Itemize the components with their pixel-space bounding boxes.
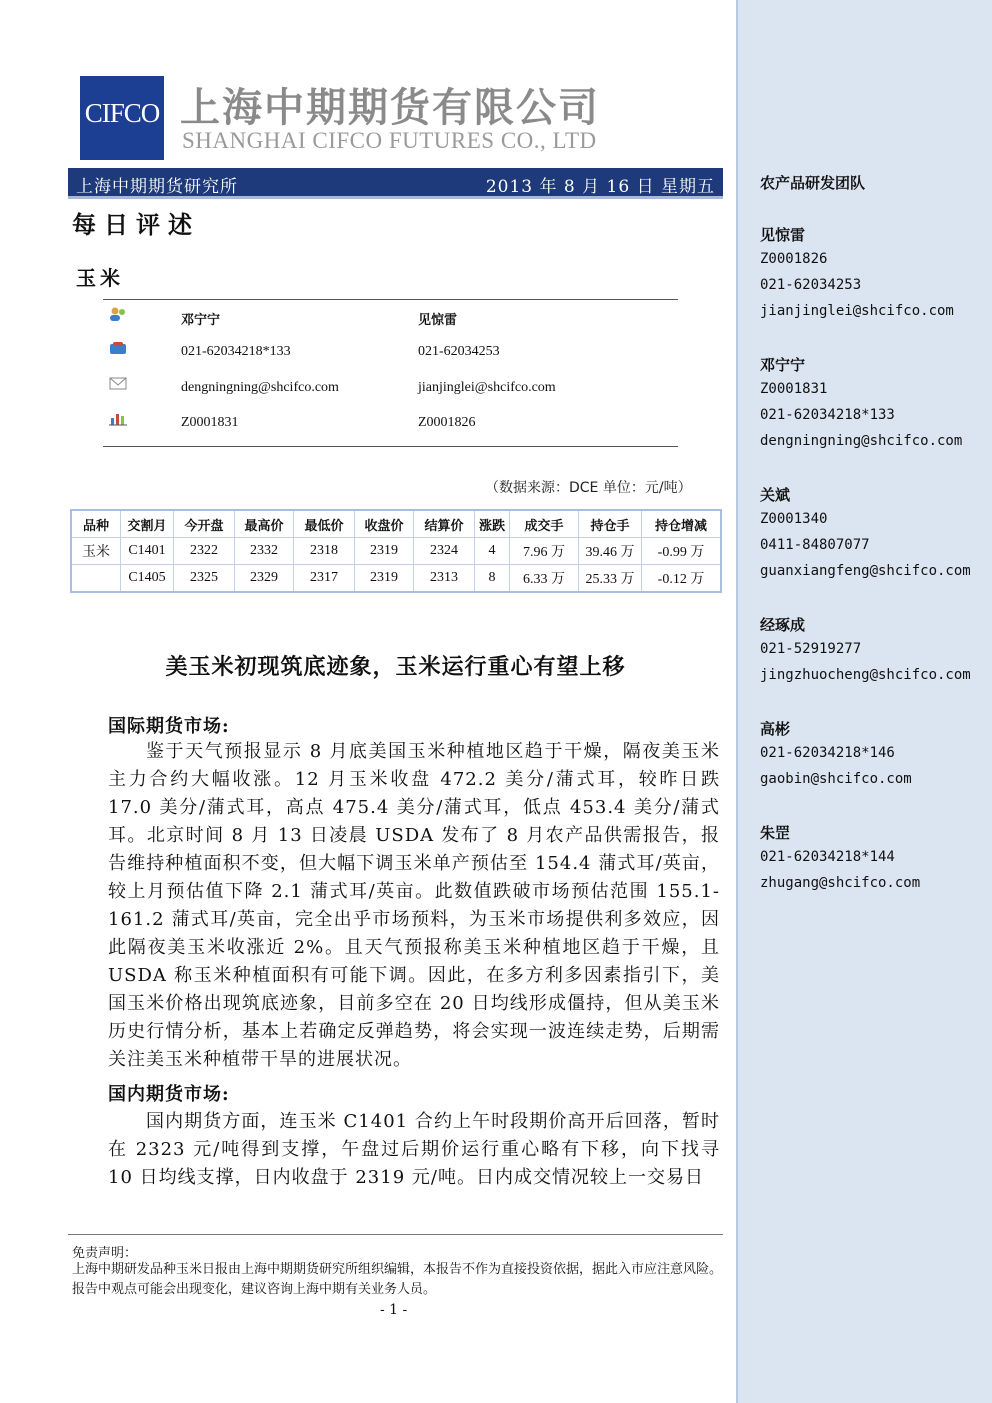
col-header: 结算价 xyxy=(414,510,475,538)
member-email[interactable]: guanxiangfeng@shcifco.com xyxy=(760,563,971,579)
col-header: 最高价 xyxy=(235,510,294,538)
member-phone: 0411-84807077 xyxy=(760,537,870,553)
member-license: Z0001831 xyxy=(760,381,828,397)
table-cell: 2319 xyxy=(355,565,414,593)
col-header: 成交手 xyxy=(510,510,579,538)
table-cell: -0.12 万 xyxy=(642,565,722,593)
analyst-left-license: Z0001831 xyxy=(181,415,239,430)
disclaimer-heading: 免责声明： xyxy=(72,1246,138,1261)
col-header: 涨跌 xyxy=(475,510,510,538)
header-org: 上海中期期货研究所 xyxy=(76,177,238,197)
col-header: 持仓手 xyxy=(579,510,642,538)
footer-divider xyxy=(68,1234,723,1235)
analyst-contact-box xyxy=(103,299,678,447)
member-name: 邓宁宁 xyxy=(760,356,806,374)
table-cell: 4 xyxy=(475,538,510,565)
analyst-left-email[interactable]: dengningning@shcifco.com xyxy=(181,380,339,395)
col-header: 收盘价 xyxy=(355,510,414,538)
member-email[interactable]: dengningning@shcifco.com xyxy=(760,433,963,449)
table-cell: 2332 xyxy=(235,538,294,565)
member-email[interactable]: gaobin@shcifco.com xyxy=(760,771,912,787)
table-cell xyxy=(71,565,121,593)
table-cell: 2324 xyxy=(414,538,475,565)
page-number: - 1 - xyxy=(380,1302,408,1318)
table-cell: C1401 xyxy=(121,538,174,565)
section-heading-domestic: 国内期货市场: xyxy=(108,1084,230,1105)
article-title: 美玉米初现筑底迹象，玉米运行重心有望上移 xyxy=(165,654,626,680)
data-source-note: （数据来源：DCE 单位：元/吨） xyxy=(485,480,692,496)
table-cell: 25.33 万 xyxy=(579,565,642,593)
member-name: 经琢成 xyxy=(760,616,806,634)
table-cell: 8 xyxy=(475,565,510,593)
sidebar-heading: 农产品研发团队 xyxy=(760,174,866,192)
col-header: 今开盘 xyxy=(174,510,235,538)
member-license: Z0001340 xyxy=(760,511,828,527)
col-header: 最低价 xyxy=(294,510,355,538)
member-email[interactable]: zhugang@shcifco.com xyxy=(760,875,921,891)
member-name: 朱罡 xyxy=(760,824,791,842)
header-date: 2013 年 8 月 16 日 星期五 xyxy=(485,177,715,197)
company-name-en: SHANGHAI CIFCO FUTURES CO., LTD xyxy=(182,128,597,153)
member-phone: 021-62034218*144 xyxy=(760,849,895,865)
table-cell: 2329 xyxy=(235,565,294,593)
daily-review-title: 每日评述 xyxy=(72,210,200,239)
table-cell: 玉米 xyxy=(71,538,121,565)
member-phone: 021-62034253 xyxy=(760,277,862,293)
member-email[interactable]: jingzhuocheng@shcifco.com xyxy=(760,667,971,683)
table-cell: -0.99 万 xyxy=(642,538,722,565)
variety-title: 玉米 xyxy=(76,266,124,290)
table-row xyxy=(71,565,721,593)
team-sidebar xyxy=(736,0,992,1403)
table-row xyxy=(71,538,721,565)
table-cell: 2318 xyxy=(294,538,355,565)
table-cell: 39.46 万 xyxy=(579,538,642,565)
chart-icon xyxy=(109,410,129,426)
person-icon xyxy=(109,306,129,322)
market-data-table xyxy=(70,509,722,593)
analyst-right-name: 见惊雷 xyxy=(418,313,458,328)
table-cell: 2313 xyxy=(414,565,475,593)
mail-icon xyxy=(109,376,129,392)
section-heading-international: 国际期货市场: xyxy=(108,716,230,737)
logo-text: CIFCO xyxy=(84,98,160,128)
phone-icon xyxy=(109,341,129,357)
member-name: 高彬 xyxy=(760,720,791,738)
member-license: Z0001826 xyxy=(760,251,828,267)
table-cell: C1405 xyxy=(121,565,174,593)
table-cell: 2317 xyxy=(294,565,355,593)
table-cell: 6.33 万 xyxy=(510,565,579,593)
analyst-right-license: Z0001826 xyxy=(418,415,476,430)
header-bar xyxy=(68,168,723,199)
section-body-international: 鉴于天气预报显示 8 月底美国玉米种植地区趋于干燥，隔夜美玉米主力合约大幅收涨。12 月玉米收盘 472.2 美分/蒲式耳，较昨日跌 17.0 美分/蒲式耳，高点 475.4 美分/蒲式耳，低点 453.4 美分/蒲式耳。北京时间 8 月 13 日凌晨 USDA 发布了 8 月农产品供需报告，报告维持种植面积不变，但大幅下调玉米单产预估至 154.4 蒲式耳/英亩，较上月预估值下降 2.1 蒲式耳/英亩。此数值跌破市场预估范围 155.1-161.2 蒲式耳/英亩，完全出乎市场预料，为玉米市场提供利多效应，因此隔夜美玉米收涨近 2%。且天气预报称美玉米种植地区趋于干燥，且 USDA 称玉米种植面积有可能下调。因此，在多方利多因素指引下，美国玉米价格出现筑底迹象，目前多空在 20 日均线形成僵持，但从美玉米历史行情分析，基本上若确定反弹趋势，将会实现一波连续走势，后期需关注美玉米种植带干旱的进展状况。 xyxy=(108,741,720,1070)
table-cell: 2319 xyxy=(355,538,414,565)
member-email[interactable]: jianjinglei@shcifco.com xyxy=(760,303,954,319)
analyst-right-email[interactable]: jianjinglei@shcifco.com xyxy=(418,380,556,395)
disclaimer-text: 上海中期研发品种玉米日报由上海中期期货研究所组织编辑，本报告不作为直接投资依据，据此入市应注意风险。报告中观点可能会出现变化，建议咨询上海中期有关业务人员。 xyxy=(72,1262,723,1297)
analyst-left-phone: 021-62034218*133 xyxy=(181,344,291,359)
company-name-cn: 上海中期期货有限公司 xyxy=(180,85,600,131)
table-cell: 7.96 万 xyxy=(510,538,579,565)
member-phone: 021-62034218*133 xyxy=(760,407,895,423)
col-header: 品种 xyxy=(71,510,121,538)
col-header: 持仓增减 xyxy=(642,510,722,538)
analyst-right-phone: 021-62034253 xyxy=(418,344,500,359)
section-body-domestic: 国内期货方面，连玉米 C1401 合约上午时段期价高开后回落，暂时在 2323 元/吨得到支撑，午盘过后期价运行重心略有下移，向下找寻 10 日均线支撑，日内收盘于 2319 元/吨。日内成交情况较上一交易日 xyxy=(108,1111,720,1188)
table-header-row xyxy=(71,510,721,538)
member-name: 见惊雷 xyxy=(760,226,806,244)
analyst-left-name: 邓宁宁 xyxy=(181,313,221,328)
member-phone: 021-52919277 xyxy=(760,641,862,657)
member-phone: 021-62034218*146 xyxy=(760,745,895,761)
table-cell: 2322 xyxy=(174,538,235,565)
table-cell: 2325 xyxy=(174,565,235,593)
member-name: 关斌 xyxy=(760,486,791,504)
col-header: 交割月 xyxy=(121,510,174,538)
